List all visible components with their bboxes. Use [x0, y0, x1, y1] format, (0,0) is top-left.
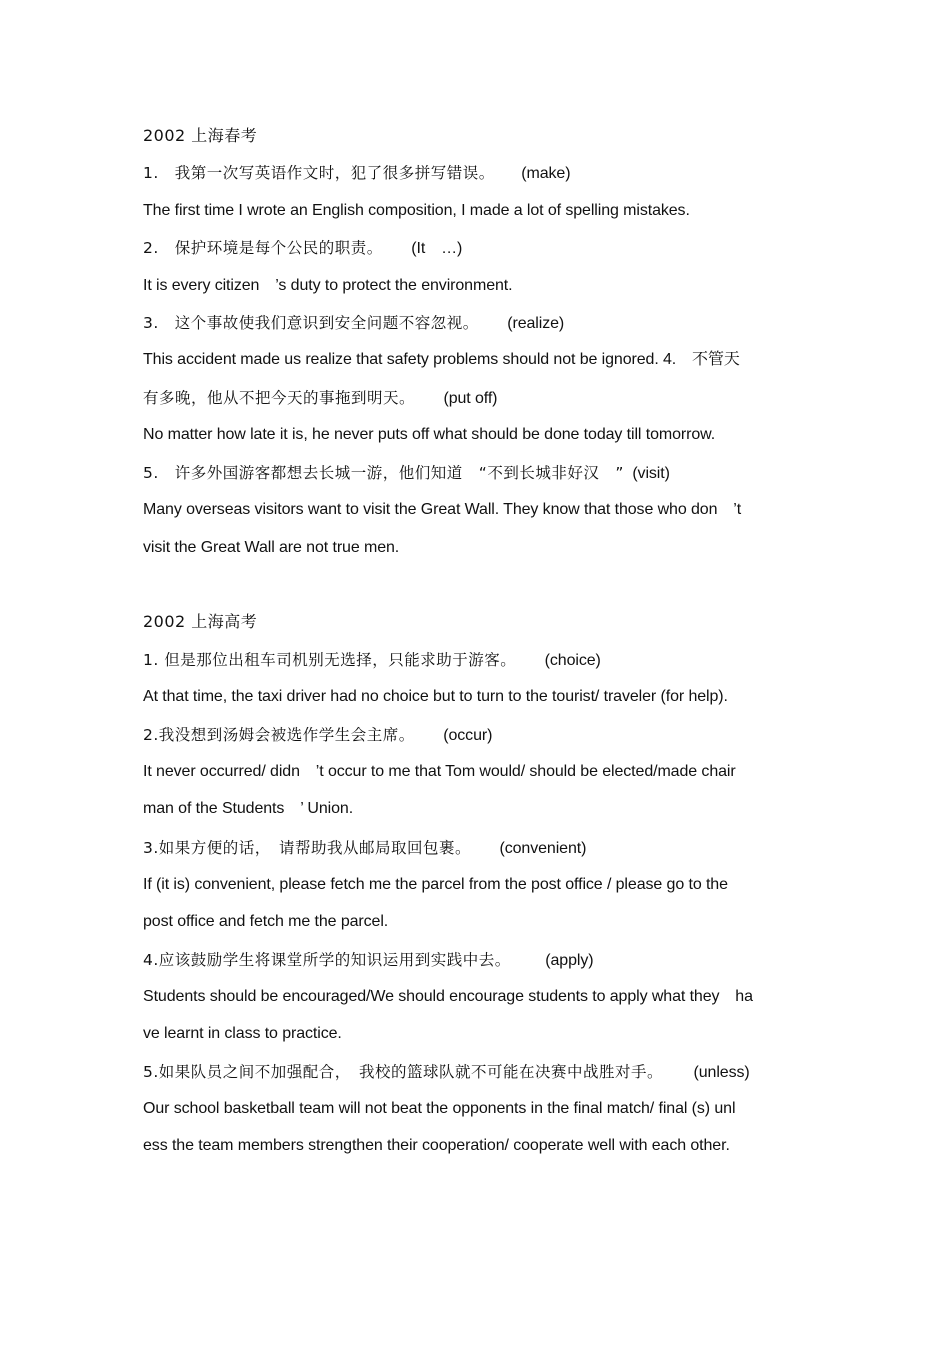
question-hint: (unless): [693, 1064, 750, 1081]
answer-line: It is every citizen ’s duty to protect the environment.: [143, 277, 513, 294]
question-hint: (occur): [443, 727, 493, 744]
question-hint: (apply): [545, 952, 594, 969]
answer-line: Students should be encouraged/We should encourage students to apply what they ha: [143, 988, 753, 1005]
question-line: [143, 162, 813, 185]
question-hint: (make): [521, 165, 571, 182]
answer-line: visit the Great Wall are not true men.: [143, 539, 400, 556]
answer-line: It never occurred/ didn ’t occur to me that Tom would/ should be elected/made chair: [143, 763, 736, 780]
section-title: 2002 上海高考: [143, 612, 258, 631]
question-line: [143, 724, 813, 747]
answer-line: No matter how late it is, he never puts off what should be done today till tomorrow.: [143, 426, 716, 443]
answer-line: Our school basketball team will not beat the opponents in the final match/ final (s) unl: [143, 1100, 736, 1117]
question-hint: (convenient): [499, 840, 587, 857]
answer-line: man of the Students ’ Union.: [143, 800, 354, 817]
answer-line: Many overseas visitors want to visit the Great Wall. They know that those who don ’t: [143, 501, 742, 518]
question-prompt: 1. 我第一次写英语作文时，犯了很多拼写错误。: [143, 164, 495, 182]
answer-line: At that time, the taxi driver had no choice but to turn to the tourist/ traveler (for help).: [143, 688, 728, 705]
question-hint: (realize): [507, 315, 565, 332]
question-prompt: 4.应该鼓励学生将课堂所学的知识运用到实践中去。: [143, 951, 511, 969]
question-prompt: 3.如果方便的话， 请帮助我从邮局取回包裹。: [143, 839, 472, 857]
question-prompt: 2.我没想到汤姆会被选作学生会主席。: [143, 726, 415, 744]
section-title: 2002 上海春考: [143, 126, 258, 145]
question-hint: (visit): [632, 465, 670, 482]
question-line: [143, 462, 813, 485]
answer-line: ve learnt in class to practice.: [143, 1025, 342, 1042]
question-line: [143, 312, 813, 335]
question-line: [143, 649, 813, 672]
question-line: [143, 387, 813, 410]
question-prompt: 3. 这个事故使我们意识到安全问题不容忽视。: [143, 314, 479, 332]
question-prompt: 5.如果队员之间不加强配合， 我校的篮球队就不可能在决赛中战胜对手。: [143, 1063, 664, 1081]
answer-line: post office and fetch me the parcel.: [143, 913, 389, 930]
question-hint: (put off): [443, 390, 498, 407]
answer-line: The first time I wrote an English composition, I made a lot of spelling mistakes.: [143, 202, 690, 219]
question-line: [143, 237, 813, 260]
answer-text: This accident made us realize that safety problems should not be ignored. 4. 不管天: [143, 351, 740, 368]
question-line: [143, 1061, 813, 1084]
answer-line: If (it is) convenient, please fetch me the parcel from the post office / please go to the: [143, 876, 728, 893]
question-prompt: 有多晚，他从不把今天的事拖到明天。: [143, 389, 416, 407]
question-hint: (It …): [411, 240, 463, 257]
question-line: [143, 837, 813, 860]
question-hint: (choice): [544, 652, 601, 669]
question-prompt: 1. 但是那位出租车司机别无选择，只能求助于游客。: [143, 651, 517, 669]
question-prompt: 2. 保护环境是每个公民的职责。: [143, 239, 383, 257]
question-prompt: 5. 许多外国游客都想去长城一游，他们知道 “不到长城非好汉 ”: [143, 464, 624, 482]
answer-line: [143, 349, 813, 371]
question-line: [143, 949, 813, 972]
answer-line: ess the team members strengthen their cooperation/ cooperate well with each other.: [143, 1137, 730, 1154]
